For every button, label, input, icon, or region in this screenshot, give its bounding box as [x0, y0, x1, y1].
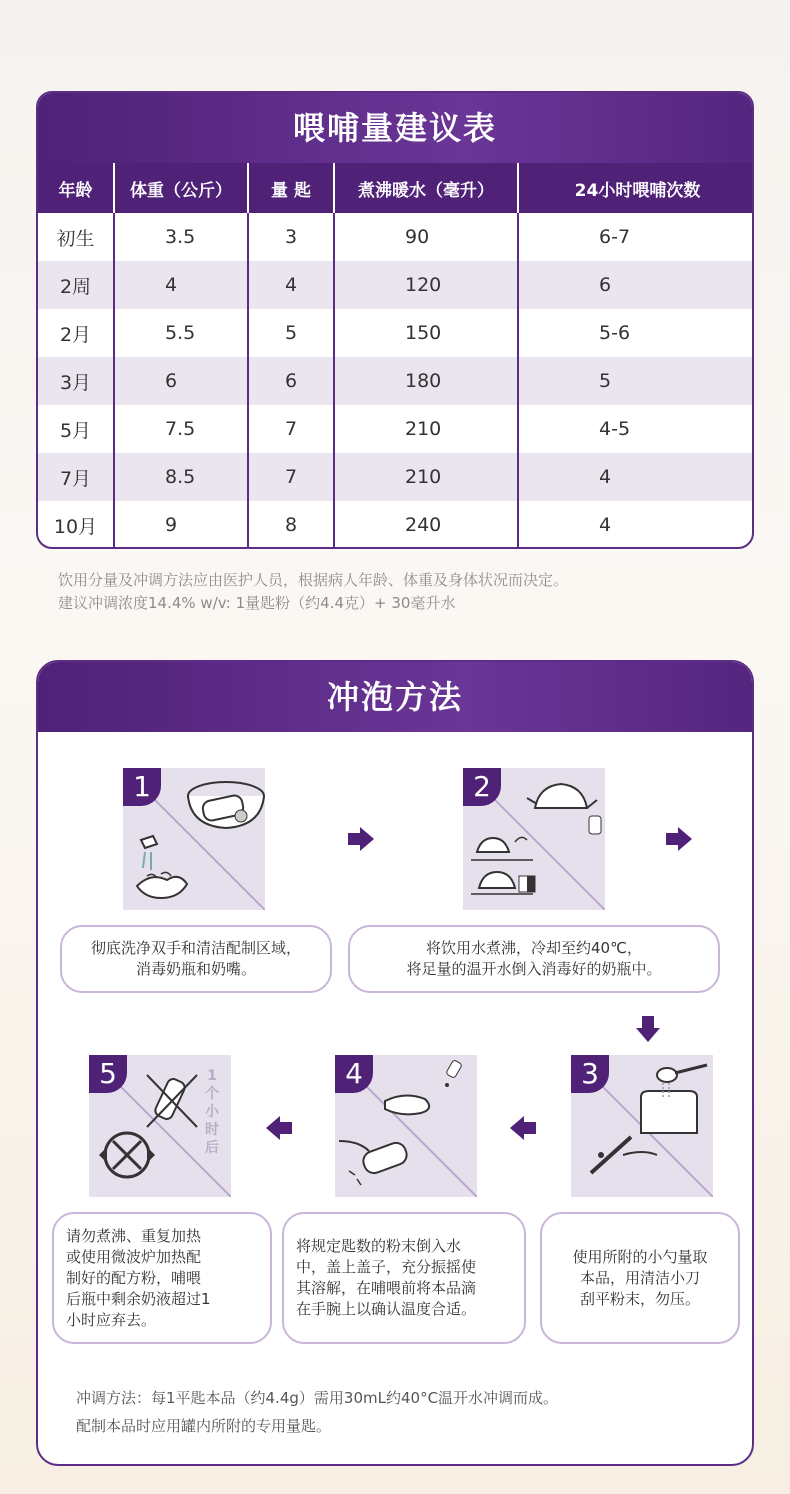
cell-feeds: 6-7 [599, 226, 631, 248]
cell-age: 2周 [38, 261, 114, 309]
cell-weight: 8.5 [114, 453, 248, 501]
step-number: 2 [463, 768, 501, 806]
cell-weight: 6 [114, 357, 248, 405]
one-hour-later-label: 1 个 小 时 后 [205, 1068, 219, 1156]
cell-scoops: 4 [248, 261, 334, 309]
cell-age: 3月 [38, 357, 114, 405]
method-footer [76, 1384, 558, 1440]
table-title: 喂哺量建议表 [38, 93, 752, 163]
feeding-table-card [36, 91, 754, 549]
cell-water: 210 [334, 405, 518, 453]
feeding-table [38, 163, 754, 549]
cell-scoops: 3 [248, 213, 334, 261]
cell-feeds: 4 [518, 453, 754, 501]
header-water: 煮沸暖水（毫升） [334, 163, 518, 213]
cell-water: 240 [334, 501, 518, 549]
cell-feeds: 4 [599, 514, 612, 536]
table-row [38, 213, 754, 261]
cell-weight: 3.5 [114, 213, 248, 261]
cell-age: 10月 [38, 501, 114, 549]
step-4-illustration [335, 1055, 477, 1197]
note-line-1: 饮用分量及冲调方法应由医护人员，根据病人年龄、体重及身体状况而决定。 [58, 571, 569, 589]
cell-age: 初生 [38, 213, 114, 261]
cell-weight: 7.5 [114, 405, 248, 453]
step-2-illustration [463, 768, 605, 910]
cell-age: 7月 [38, 453, 114, 501]
cell-water: 120 [334, 261, 518, 309]
table-row [38, 309, 754, 357]
cell-water: 90 [334, 213, 518, 261]
header-weight: 体重（公斤） [114, 163, 248, 213]
arrow-down-icon [636, 1016, 660, 1044]
table-header-row [38, 163, 754, 213]
step-3-illustration [571, 1055, 713, 1197]
cell-scoops: 7 [248, 453, 334, 501]
cell-weight: 9 [114, 501, 248, 549]
cell-feeds: 4-5 [599, 418, 631, 440]
preparation-method-card [36, 660, 754, 1466]
arrow-right-icon [666, 827, 694, 851]
step-number: 5 [89, 1055, 127, 1093]
table-row [38, 501, 754, 549]
cell-age: 5月 [38, 405, 114, 453]
cell-feeds: 5-6 [599, 322, 631, 344]
table-row [38, 357, 754, 405]
cell-scoops: 7 [248, 405, 334, 453]
step-1-text: 彻底洗净双手和清洁配制区域， 消毒奶瓶和奶嘴。 [60, 925, 332, 993]
table-row [38, 261, 754, 309]
step-2-text: 将饮用水煮沸，冷却至约40℃， 将足量的温开水倒入消毒好的奶瓶中。 [348, 925, 720, 993]
header-age: 年龄 [38, 163, 114, 213]
step-number: 4 [335, 1055, 373, 1093]
table-row [38, 405, 754, 453]
cell-scoops: 8 [248, 501, 334, 549]
footer-line-2: 配制本品时应用罐内所附的专用量匙。 [76, 1417, 332, 1435]
note-line-2: 建议冲调浓度14.4% w/v: 1量匙粉（约4.4克）+ 30毫升水 [58, 594, 456, 612]
cell-water: 150 [334, 309, 518, 357]
step-1-illustration [123, 768, 265, 910]
header-scoops: 量 匙 [248, 163, 334, 213]
step-number: 3 [571, 1055, 609, 1093]
cell-water: 210 [334, 453, 518, 501]
step-number: 1 [123, 768, 161, 806]
cell-water: 180 [334, 357, 518, 405]
table-row [38, 453, 754, 501]
cell-weight: 4 [114, 261, 248, 309]
cell-weight: 5.5 [114, 309, 248, 357]
method-title: 冲泡方法 [38, 662, 752, 732]
arrow-left-icon [266, 1116, 294, 1140]
arrow-right-icon [348, 827, 376, 851]
dosage-note [58, 569, 568, 615]
cell-scoops: 5 [248, 309, 334, 357]
cell-scoops: 6 [248, 357, 334, 405]
arrow-left-icon [510, 1116, 538, 1140]
header-feeds: 24小时喂哺次数 [518, 163, 754, 213]
cell-age: 2月 [38, 309, 114, 357]
footer-line-1: 冲调方法：每1平匙本品（约4.4g）需用30mL约40°C温开水冲调而成。 [76, 1389, 559, 1407]
step-3-text: 使用所附的小勺量取 本品，用清洁小刀 刮平粉末，勿压。 [540, 1212, 740, 1344]
cell-feeds: 6 [518, 261, 754, 309]
step-4-text: 将规定匙数的粉末倒入水 中，盖上盖子，充分振摇使 其溶解，在哺喂前将本品滴 在手腕上以确认温度合适。 [282, 1212, 526, 1344]
cell-feeds: 5 [518, 357, 754, 405]
step-5-text: 请勿煮沸、重复加热 或使用微波炉加热配 制好的配方粉，哺喂 后瓶中剩余奶液超过1 小时应弃去。 [52, 1212, 272, 1344]
